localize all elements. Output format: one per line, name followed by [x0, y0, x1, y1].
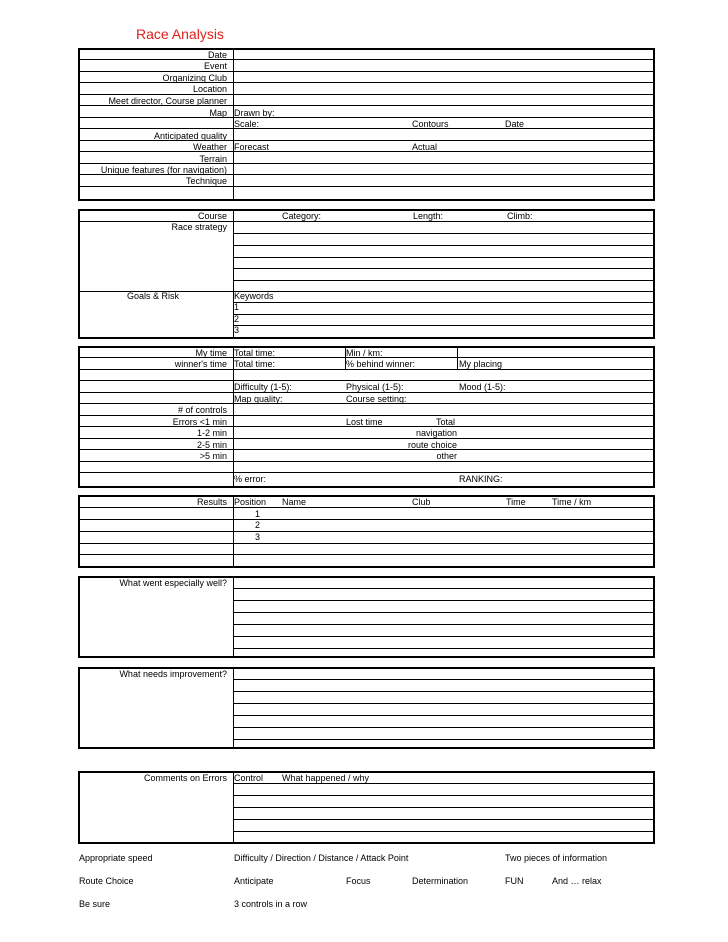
label-total-time-1: Total time: [234, 348, 276, 358]
grid-line [78, 531, 653, 532]
grid-line [78, 566, 654, 568]
footer-three-controls: 3 controls in a row [234, 899, 308, 909]
grid-line [78, 209, 654, 211]
label-went-well: What went especially well? [119, 578, 227, 588]
label-pct-error: % error: [234, 474, 267, 484]
grid-line [653, 667, 655, 749]
grid-line [78, 199, 654, 201]
footer-two-pieces: Two pieces of information [505, 853, 608, 863]
label-category: Category: [282, 211, 322, 221]
grid-line [233, 691, 653, 692]
grid-line [233, 727, 653, 728]
label-other: other [436, 451, 457, 461]
label-course: Course [197, 211, 227, 221]
label-physical: Physical (1-5): [346, 382, 404, 392]
keyword-1: 1 [234, 302, 240, 312]
grid-line [233, 795, 653, 796]
label-navigation: navigation [415, 428, 457, 438]
label-results: Results [196, 497, 227, 507]
label-goals-risk: Goals & Risk [127, 291, 180, 301]
grid-line [233, 245, 653, 246]
grid-line [78, 71, 653, 72]
grid-line [653, 48, 655, 201]
label-technique: Technique [185, 176, 227, 186]
grid-line [78, 380, 653, 381]
grid-line [233, 636, 653, 637]
grid-line [78, 472, 653, 473]
label-needs-improvement: What needs improvement? [119, 669, 227, 679]
grid-line [233, 314, 653, 315]
col-time: Time [506, 497, 526, 507]
grid-line [78, 667, 80, 749]
grid-line [233, 819, 653, 820]
grid-line [653, 346, 655, 488]
footer-anticipate: Anticipate [234, 876, 274, 886]
grid-line [78, 117, 653, 118]
label-total: Total [436, 417, 456, 427]
grid-line [233, 807, 653, 808]
footer-and-relax: And … relax [552, 876, 602, 886]
label-forecast: Forecast [234, 142, 270, 152]
footer-appropriate-speed: Appropriate speed [79, 853, 153, 863]
grid-line [233, 588, 653, 589]
col-position: Position [234, 497, 267, 507]
label-contours: Contours [412, 119, 449, 129]
grid-line [78, 209, 80, 339]
grid-line [78, 346, 80, 488]
label-length: Length: [413, 211, 444, 221]
grid-line [78, 543, 653, 544]
label-errors-lt1: Errors <1 min [172, 417, 227, 427]
col-time-km: Time / km [552, 497, 592, 507]
grid-line [233, 703, 653, 704]
footer-determination: Determination [412, 876, 469, 886]
grid-line [233, 600, 653, 601]
label-winners-time: winner's time [174, 359, 227, 369]
label-meet-director: Meet director, Course planner [108, 96, 227, 106]
grid-line [78, 59, 653, 60]
grid-line [78, 461, 653, 462]
grid-line [653, 209, 655, 339]
col-name: Name [282, 497, 307, 507]
label-total-time-2: Total time: [234, 359, 276, 369]
grid-line [457, 346, 458, 369]
footer-focus: Focus [346, 876, 371, 886]
grid-line [653, 576, 655, 658]
grid-line [78, 337, 654, 339]
grid-line [78, 449, 653, 450]
grid-line [78, 771, 80, 844]
label-date: Date [207, 50, 227, 60]
label-scale: Scale: [234, 119, 260, 129]
label-location: Location [192, 84, 227, 94]
label-comments-errors: Comments on Errors [143, 773, 227, 783]
grid-line [78, 438, 653, 439]
grid-line [233, 233, 653, 234]
result-position-2: 2 [255, 520, 261, 530]
label-num-controls: # of controls [177, 405, 227, 415]
result-position-1: 1 [255, 509, 261, 519]
grid-line [78, 186, 653, 187]
col-what-happened: What happened / why [282, 773, 370, 783]
label-lost-time: Lost time [346, 417, 383, 427]
grid-line [78, 151, 653, 152]
grid-line [233, 679, 653, 680]
grid-line [78, 842, 654, 844]
grid-line [233, 302, 653, 303]
label-weather: Weather [193, 142, 227, 152]
label-unique-features: Unique features (for navigation) [100, 165, 227, 175]
grid-line [78, 94, 653, 95]
grid-line [233, 268, 653, 269]
grid-line [78, 554, 653, 555]
grid-line [233, 280, 653, 281]
label-my-time: My time [195, 348, 227, 358]
label-terrain: Terrain [199, 154, 227, 164]
label-course-setting: Course setting: [346, 394, 407, 404]
keyword-2: 2 [234, 314, 240, 324]
result-position-3: 3 [255, 532, 261, 542]
grid-line [233, 612, 653, 613]
page-title: Race Analysis [136, 26, 224, 42]
label-map-quality: Map quality: [234, 394, 283, 404]
footer-route-choice: Route Choice [79, 876, 134, 886]
label-ranking: RANKING: [459, 474, 503, 484]
label-errors-gt5: >5 min [199, 451, 227, 461]
col-control: Control [234, 773, 264, 783]
grid-line [233, 715, 653, 716]
label-errors-2-5: 2-5 min [196, 440, 227, 450]
grid-line [78, 656, 654, 658]
label-map: Map [209, 108, 227, 118]
label-race-strategy: Race strategy [171, 222, 227, 232]
label-climb: Climb: [507, 211, 533, 221]
label-actual: Actual [412, 142, 438, 152]
grid-line [233, 257, 653, 258]
grid-line [233, 325, 653, 326]
label-route-choice: route choice [407, 440, 457, 450]
footer-difficulty-chain: Difficulty / Direction / Distance / Attack Point [234, 853, 409, 863]
label-behind-winner: % behind winner: [346, 359, 416, 369]
label-mood: Mood (1-5): [459, 382, 506, 392]
label-keywords: Keywords [234, 291, 274, 301]
label-difficulty: Difficulty (1-5): [234, 382, 292, 392]
grid-line [78, 221, 653, 222]
grid-line [78, 747, 654, 749]
keyword-3: 3 [234, 325, 240, 335]
grid-line [233, 831, 653, 832]
grid-line [78, 519, 653, 520]
grid-line [653, 495, 655, 568]
grid-line [78, 576, 80, 658]
label-min-km: Min / km: [346, 348, 383, 358]
label-anticipated-quality: Anticipated quality [153, 131, 227, 141]
grid-line [78, 48, 654, 50]
label-my-placing: My placing [459, 359, 503, 369]
label-errors-1-2: 1-2 min [196, 428, 227, 438]
grid-line [78, 128, 653, 129]
grid-line [233, 739, 653, 740]
grid-line [78, 163, 653, 164]
label-map-date: Date [505, 119, 525, 129]
label-drawn-by: Drawn by: [234, 108, 275, 118]
col-club: Club [412, 497, 431, 507]
grid-line [233, 648, 653, 649]
label-event: Event [203, 61, 227, 71]
grid-line [78, 486, 654, 488]
grid-line [653, 771, 655, 844]
footer-fun: FUN [505, 876, 524, 886]
label-organizing-club: Organizing Club [162, 73, 227, 83]
grid-line [233, 624, 653, 625]
footer-be-sure: Be sure [79, 899, 111, 909]
grid-line [78, 415, 653, 416]
